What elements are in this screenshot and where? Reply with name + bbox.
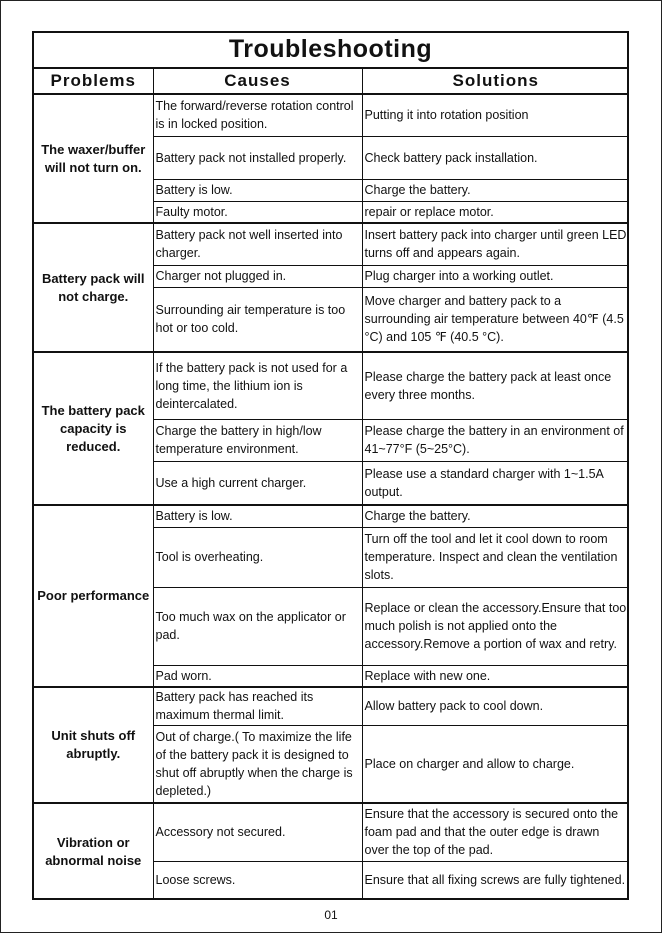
troubleshooting-table [34, 67, 629, 899]
header-causes: Causes [153, 68, 362, 94]
cause-cell: Tool is overheating. [153, 527, 362, 587]
cause-cell: Accessory not secured. [153, 803, 362, 861]
cause-cell: If the battery pack is not used for a long time, the lithium ion is deintercalated. [153, 352, 362, 419]
troubleshooting-sheet [32, 31, 629, 900]
table-row [34, 687, 629, 725]
table-row [34, 505, 629, 527]
problem-cell: The waxer/buffer will not turn on. [34, 94, 153, 223]
solution-cell: Plug charger into a working outlet. [362, 265, 629, 287]
solution-cell: Putting it into rotation position [362, 94, 629, 136]
cause-cell: Out of charge.( To maximize the life of the battery pack it is designed to shut off abruptly when the charge is depleted.) [153, 725, 362, 803]
cause-cell: Surrounding air temperature is too hot or too cold. [153, 287, 362, 352]
cause-cell: Battery is low. [153, 505, 362, 527]
cause-cell: Battery pack not installed properly. [153, 136, 362, 179]
cause-cell: Use a high current charger. [153, 461, 362, 505]
cause-cell: Battery pack not well inserted into charger. [153, 223, 362, 265]
solution-cell: Insert battery pack into charger until green LED turns off and appears again. [362, 223, 629, 265]
table-row [34, 94, 629, 136]
cause-cell: The forward/reverse rotation control is in locked position. [153, 94, 362, 136]
cause-cell: Faulty motor. [153, 201, 362, 223]
table-row [34, 803, 629, 861]
cause-cell: Pad worn. [153, 665, 362, 687]
solution-cell: Allow battery pack to cool down. [362, 687, 629, 725]
header-problems: Problems [34, 68, 153, 94]
page-title: Troubleshooting [228, 35, 433, 63]
solution-cell: Please charge the battery pack at least once every three months. [362, 352, 629, 419]
solution-cell: Please charge the battery in an environment of 41~77°F (5~25°C). [362, 419, 629, 461]
problem-cell: Unit shuts off abruptly. [34, 687, 153, 803]
solution-cell: Place on charger and allow to charge. [362, 725, 629, 803]
solution-cell: Charge the battery. [362, 179, 629, 201]
solution-cell: Turn off the tool and let it cool down to room temperature. Inspect and clean the ventilation slots. [362, 527, 629, 587]
problem-cell: The battery pack capacity is reduced. [34, 352, 153, 505]
problem-cell: Poor performance [34, 505, 153, 687]
page-number: 01 [324, 908, 338, 922]
problem-cell: Battery pack will not charge. [34, 223, 153, 352]
cause-cell: Battery is low. [153, 179, 362, 201]
solution-cell: Ensure that the accessory is secured onto the foam pad and that the outer edge is drawn over the top of the pad. [362, 803, 629, 861]
header-solutions: Solutions [362, 68, 629, 94]
table-header-row [34, 68, 629, 94]
table-row [34, 352, 629, 419]
cause-cell: Battery pack has reached its maximum thermal limit. [153, 687, 362, 725]
solution-cell: repair or replace motor. [362, 201, 629, 223]
solution-cell: Check battery pack installation. [362, 136, 629, 179]
solution-cell: Ensure that all fixing screws are fully tightened. [362, 861, 629, 899]
cause-cell: Loose screws. [153, 861, 362, 899]
solution-cell: Charge the battery. [362, 505, 629, 527]
cause-cell: Charger not plugged in. [153, 265, 362, 287]
solution-cell: Replace or clean the accessory.Ensure that too much polish is not applied onto the accessory.Remove a portion of wax and retry. [362, 587, 629, 665]
problem-cell: Vibration or abnormal noise [34, 803, 153, 899]
solution-cell: Please use a standard charger with 1~1.5A output. [362, 461, 629, 505]
cause-cell: Too much wax on the applicator or pad. [153, 587, 362, 665]
solution-cell: Replace with new one. [362, 665, 629, 687]
solution-cell: Move charger and battery pack to a surrounding air temperature between 40℉ (4.5 °C) and 105 ℉ (40.5 °C). [362, 287, 629, 352]
cause-cell: Charge the battery in high/low temperature environment. [153, 419, 362, 461]
table-row [34, 223, 629, 265]
